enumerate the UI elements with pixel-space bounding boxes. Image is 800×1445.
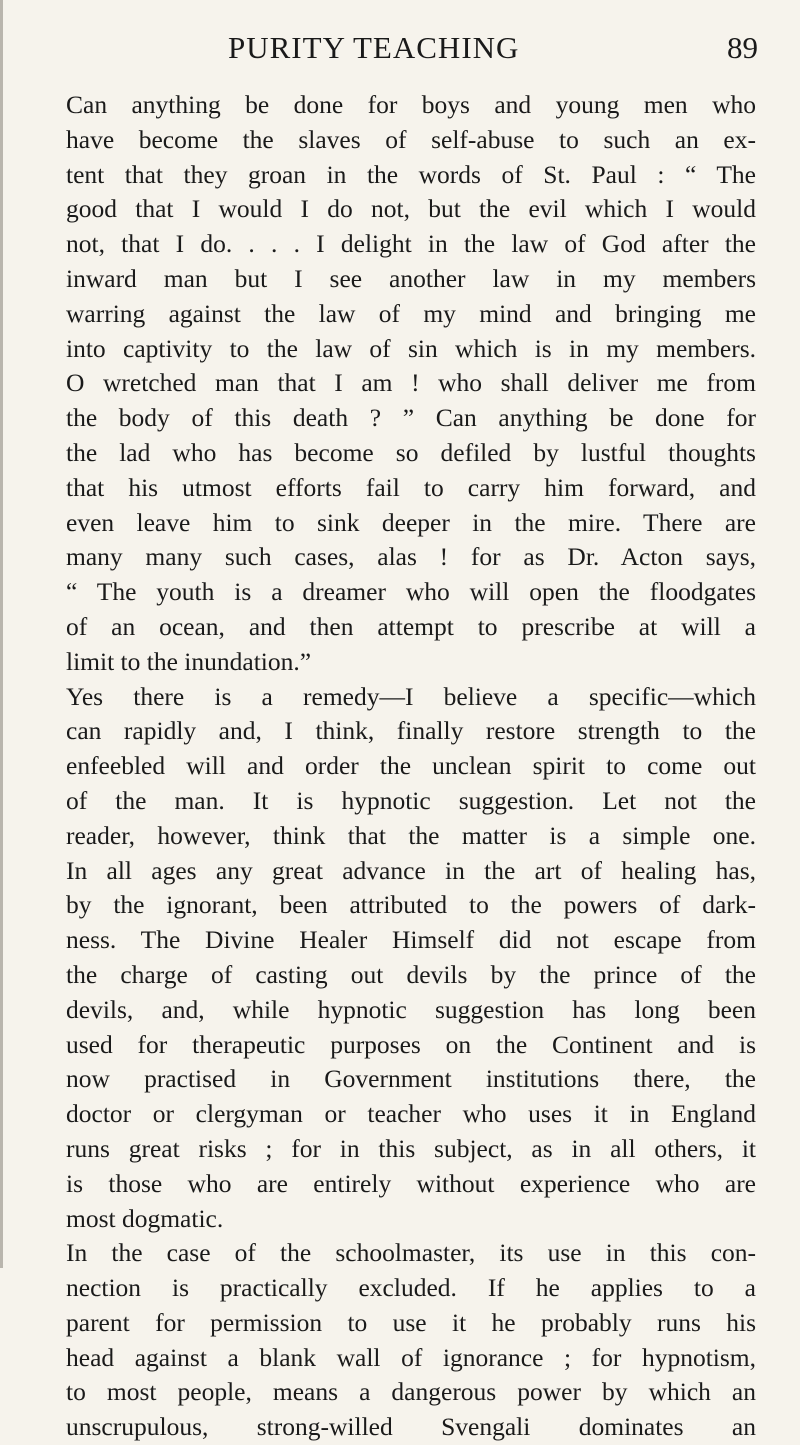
text-line: not, that I do. . . . I delight in the law of God after the [66, 229, 756, 259]
text-line: inward man but I see another law in my members [66, 263, 756, 293]
text-line: have become the slaves of self-abuse to such an ex- [66, 124, 756, 154]
running-title: PURITY TEACHING [228, 30, 520, 65]
text-line: of an ocean, and then attempt to prescribe at will a [66, 611, 756, 641]
text-line: that his utmost efforts fail to carry him forward, and [66, 472, 756, 502]
text-line: limit to the inundation.” [66, 646, 312, 676]
page-header [66, 30, 760, 70]
page-number: 89 [727, 30, 758, 65]
text-line: In the case of the schoolmaster, its use in this con- [66, 1238, 756, 1268]
text-line: into captivity to the law of sin which is in my members. [66, 333, 756, 363]
page-edge [0, 0, 3, 1268]
text-line: nection is practically excluded. If he applies to a [66, 1273, 756, 1303]
text-line: the lad who has become so defiled by lustful thoughts [66, 437, 756, 467]
text-line: most dogmatic. [66, 1203, 224, 1233]
body-text [66, 88, 756, 1445]
text-line: used for therapeutic purposes on the Continent and is [66, 1029, 756, 1059]
text-line: enfeebled will and order the unclean spirit to come out [66, 751, 756, 781]
text-line: is those who are entirely without experience who are [66, 1168, 756, 1198]
text-line: devils, and, while hypnotic suggestion has long been [66, 994, 756, 1024]
text-line: head against a blank wall of ignorance ; for hypnotism, [66, 1342, 756, 1372]
text-line: “ The youth is a dreamer who will open the floodgates [66, 577, 756, 607]
text-line: even leave him to sink deeper in the mire. There are [66, 507, 756, 537]
text-line: parent for permission to use it he probably runs his [66, 1307, 756, 1337]
text-line: ness. The Divine Healer Himself did not escape from [66, 925, 756, 955]
text-line: reader, however, think that the matter is a simple one. [66, 820, 756, 850]
text-line: unscrupulous, strong-willed Svengali dominates an [66, 1412, 756, 1442]
text-line: Yes there is a remedy—I believe a specific—which [66, 681, 756, 711]
text-line: runs great risks ; for in this subject, as in all others, it [66, 1133, 756, 1163]
text-line: many many such cases, alas ! for as Dr. Acton says, [66, 542, 756, 572]
text-line: Can anything be done for boys and young men who [66, 90, 756, 119]
text-line: now practised in Government institutions there, the [66, 1064, 756, 1094]
text-line: of the man. It is hypnotic suggestion. Let not the [66, 785, 756, 815]
text-line: the body of this death ? ” Can anything be done for [66, 403, 756, 433]
text-line: by the ignorant, been attributed to the powers of dark- [66, 890, 756, 920]
text-line: tent that they groan in the words of St. Paul : “ The [66, 159, 756, 189]
text-line: O wretched man that I am ! who shall deliver me from [66, 368, 756, 398]
text-line: good that I would I do not, but the evil which I would [66, 194, 756, 224]
text-line: can rapidly and, I think, finally restore strength to the [66, 716, 756, 746]
text-line: to most people, means a dangerous power by which an [66, 1377, 756, 1407]
text-line: the charge of casting out devils by the prince of the [66, 959, 756, 989]
text-line: warring against the law of my mind and bringing me [66, 298, 756, 328]
text-line: In all ages any great advance in the art of healing has, [66, 855, 756, 885]
text-line: doctor or clergyman or teacher who uses it in England [66, 1099, 756, 1129]
